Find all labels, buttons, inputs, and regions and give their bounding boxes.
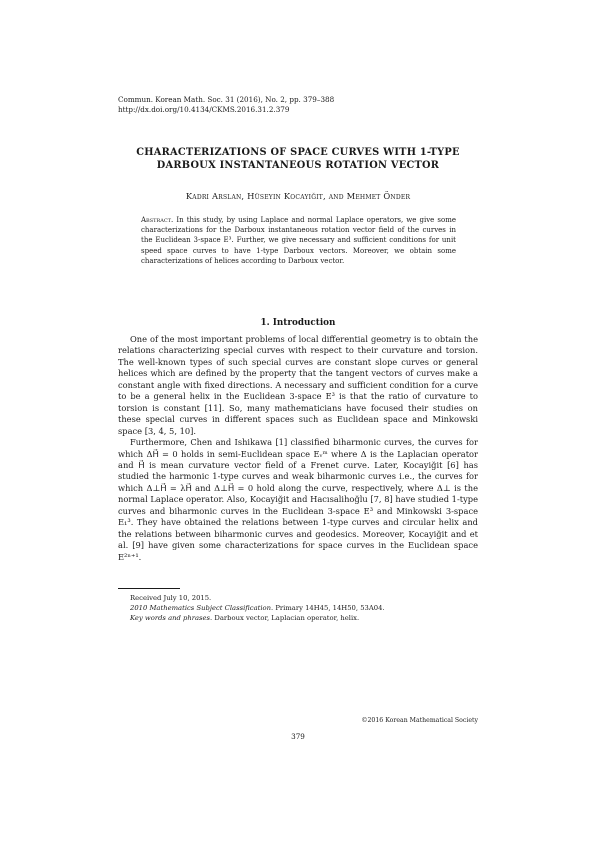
doi-link[interactable]: http://dx.doi.org/10.4134/CKMS.2016.31.2.379 (118, 105, 290, 115)
keywords-label: Key words and phrases. (130, 614, 213, 623)
body-text (118, 334, 478, 563)
msc-label: 2010 Mathematics Subject Classification. (130, 604, 274, 613)
journal-header (118, 95, 478, 116)
footnotes (130, 593, 480, 624)
paper-title (98, 146, 498, 172)
paragraph-2: Furthermore, Chen and Ishikawa [1] classified biharmonic curves, the curves for which ΔH⃗ = 0 holds in semi-Euclidean space Eᵥᵐ where Δ is the Laplacian operator and H⃗ is mean curvature vector field of a Frenet curve. Later, Kocayiğit [6] has studied the harmonic 1-type curves and weak biharmonic curves i.e., the curves for which Δ⊥H⃗ = λH⃗ and Δ⊥H⃗ = 0 hold along the curve, respectively, where Δ⊥ is the normal Laplace operator. Also, Kocayiğit and Hacısalihoğlu [7, 8] have studied 1-type curves and biharmonic curves in the Euclidean 3-space E³ and Minkowski 3-space E₁³. They have obtained the relations between 1-type curves and circular helix and the relations between biharmonic curves and geodesics. Moreover, Kocayiğit and et al. [9] have given some characterizations for space curves in the Euclidean space E²ⁿ⁺¹. (118, 437, 478, 562)
author-list: Kadri Arslan, Hüseyin Kocayiğit, and Mehmet Önder (185, 191, 411, 201)
paragraph-1: One of the most important problems of local differential geometry is to obtain the relations characterizing special curves with respect to their curvature and torsion. The well-known types of such special curves are constant slope curves or general helices which are defined by the property that the tangent vectors of curves make a constant angle with fixed directions. A necessary and sufficient condition for a curve to be a general helix in the Euclidean 3-space E³ is that the ratio of curvature to torsion is constant [11]. So, many mathematicians have focused their studies on these special curves in different spaces such as Euclidean space and Minkowski space [3, 4, 5, 10]. (118, 334, 478, 436)
section-heading: 1. Introduction (260, 318, 336, 328)
keywords-value: Darboux vector, Laplacian operator, helix. (214, 614, 360, 623)
page-number: 379 (291, 732, 305, 741)
received-date: Received July 10, 2015. (130, 594, 212, 602)
msc-classification (130, 603, 480, 613)
abstract-heading: Abstract. (141, 216, 174, 224)
journal-citation: Commun. Korean Math. Soc. 31 (2016), No. 2, pp. 379–388 (118, 95, 335, 104)
keywords (130, 613, 480, 623)
paper-title-line-2: DARBOUX INSTANTANEOUS ROTATION VECTOR (156, 160, 440, 172)
abstract (141, 215, 456, 266)
copyright-notice: ©2016 Korean Mathematical Society (361, 717, 478, 724)
paper-title-line-1: CHARACTERIZATIONS OF SPACE CURVES WITH 1-TYPE (136, 147, 460, 158)
msc-value: Primary 14H45, 14H50, 53A04. (275, 604, 385, 613)
abstract-text: In this study, by using Laplace and normal Laplace operators, we give some characterizations for the Darboux instantaneous rotation vector field of the curves in the Euclidean 3-space E³. Further, we give necessary and sufficient conditions for unit speed space curves to have 1-type Darboux vectors. Moreover, we obtain some characterizations of helices according to Darboux vector. (141, 216, 456, 265)
footnote-rule (118, 588, 180, 589)
